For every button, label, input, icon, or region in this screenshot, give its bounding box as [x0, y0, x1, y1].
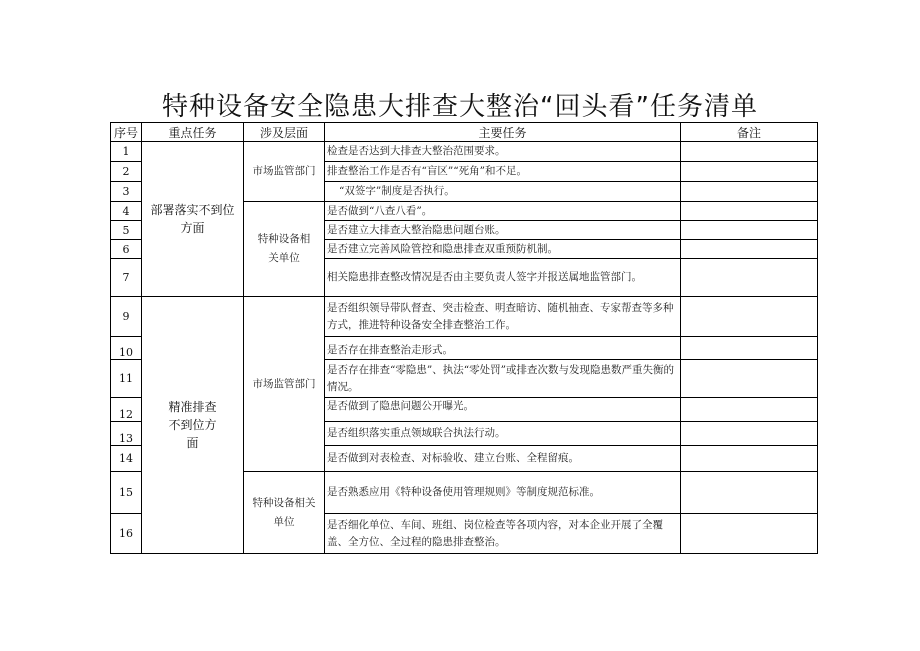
header-focus: 重点任务	[142, 123, 244, 142]
note-cell	[681, 162, 818, 182]
task-cell: 是否细化单位、车间、班组、岗位检查等各项内容，对本企业开展了全覆盖、全方位、全过程的隐患排查整治。	[325, 514, 681, 554]
task-cell: 是否存在排查整治走形式。	[325, 337, 681, 360]
task-cell: 是否组织领导带队督查、突击检查、明查暗访、随机抽查、专家帮查等多种方式，推进特种设备安全排查整治工作。	[325, 297, 681, 337]
task-cell: 是否做到对表检查、对标验收、建立台账、全程留痕。	[325, 446, 681, 472]
note-cell	[681, 259, 818, 297]
row-seq: 15	[111, 472, 142, 514]
level-cell: 市场监管部门	[244, 142, 325, 202]
row-seq: 5	[111, 221, 142, 240]
row-seq: 10	[111, 337, 142, 360]
row-seq: 7	[111, 259, 142, 297]
note-cell	[681, 221, 818, 240]
table-row	[111, 297, 818, 337]
table-row	[111, 142, 818, 162]
task-cell: 是否建立完善风险管控和隐患排查双重预防机制。	[325, 240, 681, 259]
row-seq: 1	[111, 142, 142, 162]
focus-cell: 精准排查不到位方面	[142, 297, 244, 554]
note-cell	[681, 202, 818, 221]
task-cell: 相关隐患排查整改情况是否由主要负责人签字并报送属地监管部门。	[325, 259, 681, 297]
task-cell: 检查是否达到大排查大整治范围要求。	[325, 142, 681, 162]
task-cell: 是否做到“八查八看”。	[325, 202, 681, 221]
task-cell: 是否做到了隐患问题公开曝光。	[325, 398, 681, 422]
table-header-row	[111, 123, 818, 142]
row-seq: 16	[111, 514, 142, 554]
header-seq: 序号	[111, 123, 142, 142]
header-task: 主要任务	[325, 123, 681, 142]
page-title: 特种设备安全隐患大排查大整治“回头看”任务清单	[162, 92, 758, 122]
note-cell	[681, 446, 818, 472]
row-seq: 3	[111, 182, 142, 202]
task-cell: 是否组织落实重点领域联合执法行动。	[325, 422, 681, 446]
note-cell	[681, 142, 818, 162]
level-cell: 市场监管部门	[244, 297, 325, 472]
note-cell	[681, 360, 818, 398]
header-level: 涉及层面	[244, 123, 325, 142]
task-cell: 是否熟悉应用《特种设备使用管理规则》等制度规范标准。	[325, 472, 681, 514]
task-cell: “双签字”制度是否执行。	[325, 182, 681, 202]
note-cell	[681, 398, 818, 422]
row-seq: 11	[111, 360, 142, 398]
note-cell	[681, 182, 818, 202]
task-cell: 是否存在排查“零隐患”、执法“零处罚”或排查次数与发现隐患数严重失衡的情况。	[325, 360, 681, 398]
focus-cell: 部署落实不到位方面	[142, 142, 244, 297]
note-cell	[681, 240, 818, 259]
note-cell	[681, 297, 818, 337]
level-cell: 特种设备相关单位	[244, 202, 325, 297]
row-seq: 4	[111, 202, 142, 221]
note-cell	[681, 337, 818, 360]
task-cell: 是否建立大排查大整治隐患问题台账。	[325, 221, 681, 240]
task-table	[110, 122, 818, 554]
row-seq: 14	[111, 446, 142, 472]
note-cell	[681, 422, 818, 446]
row-seq: 12	[111, 398, 142, 422]
row-seq: 6	[111, 240, 142, 259]
header-note: 备注	[681, 123, 818, 142]
row-seq: 9	[111, 297, 142, 337]
row-seq: 13	[111, 422, 142, 446]
row-seq: 2	[111, 162, 142, 182]
note-cell	[681, 514, 818, 554]
task-cell: 排查整治工作是否有“盲区”“死角”和不足。	[325, 162, 681, 182]
level-cell: 特种设备相关单位	[244, 472, 325, 554]
note-cell	[681, 472, 818, 514]
